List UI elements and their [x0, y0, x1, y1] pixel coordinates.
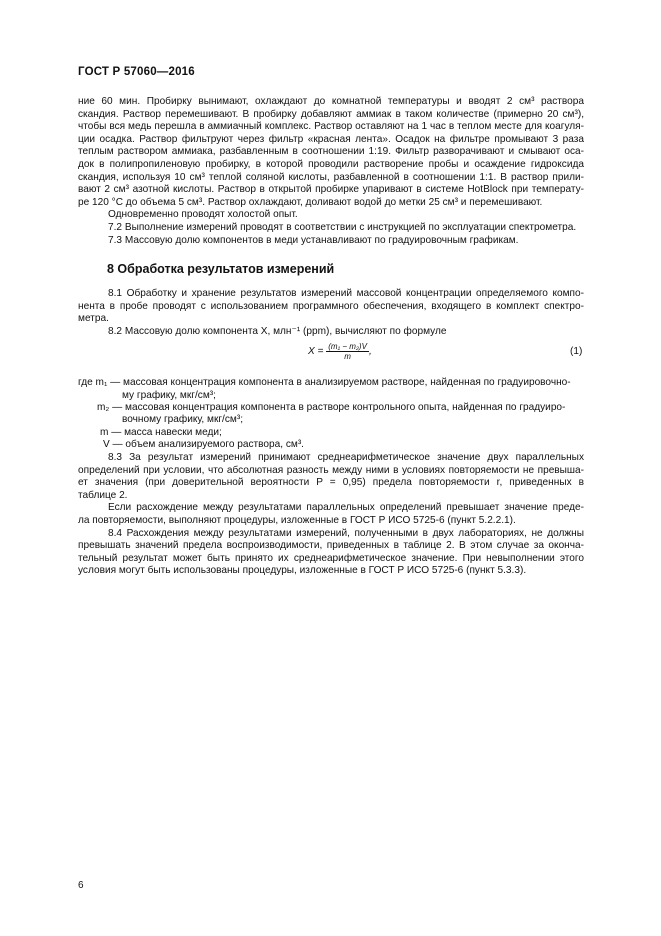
paragraph-7-2: 7.2 Выполнение измерений проводят в соответствии с инструкцией по эксплуатации спектрометра.	[108, 221, 577, 233]
text-line: ние 60 мин. Пробирку вынимают, охлаждают до комнатной температуры и вводят 2 см³ раствора	[78, 96, 584, 107]
text-line: определений при условии, что абсолютная разность между ними в условиях повторяемости не превыша-	[78, 464, 584, 476]
text-line: 8.4 Расхождения между результатами измерений, полученными в двух лабораториях, не должны	[108, 527, 584, 539]
text-line: нента в пробе проводят с использованием программного обеспечения, входящего в комплект спектро-	[78, 300, 584, 312]
paragraph-8-3	[78, 452, 584, 578]
text-line: ла повторяемости, выполняют процедуры, изложенные в ГОСТ Р ИСО 5725-6 (пункт 5.2.2.1).	[78, 514, 516, 526]
text-line: таблице 2.	[78, 489, 128, 501]
formula-number: (1)	[570, 346, 583, 357]
where-m2-line1: m₂ — массовая концентрация компонента в растворе контрольного опыта, найденная по градуиро-	[97, 402, 566, 413]
text-line: метра.	[78, 313, 109, 325]
text-line: Если расхождение между результатами параллельных определений превышает значение преде-	[108, 502, 584, 514]
where-m: m — масса навески меди;	[100, 427, 222, 438]
section-8-title: 8 Обработка результатов измерений	[107, 262, 335, 276]
document-header: ГОСТ Р 57060—2016	[78, 66, 195, 78]
paragraph-7-3: 7.3 Массовую долю компонентов в меди устанавливают по градуировочным графикам.	[108, 234, 519, 246]
formula-numerator: (m₁ − m₂)V	[328, 342, 367, 351]
where-m1-line2: му графику, мкг/см³;	[122, 390, 216, 401]
blank-test-line: Одновременно проводят холостой опыт.	[108, 209, 298, 221]
text-line: скандия, используя 10 см³ теплой соляной кислоты, разбавленной в соотношении 1:1. В раствор прили-	[78, 171, 584, 183]
where-m1-line1: где m₁ — массовая концентрация компонента в анализируемом растворе, найденная по градуировочно-	[78, 377, 571, 388]
text-line: скандия. Раствор перемешивают. В пробирку добавляют аммиак в таком количестве (примерно 20 см³),	[78, 108, 584, 120]
where-v: V — объем анализируемого раствора, см³.	[103, 439, 304, 450]
text-line: превышать значений предела воспроизводимости, приведенных в таблице 2. В этом случае за оконча-	[78, 540, 584, 552]
where-m2-line2: вочному графику, мкг/см³;	[122, 414, 244, 425]
text-line: ет значения (при доверительной вероятности P = 0,95) предела повторяемости r, приведенных в	[78, 477, 584, 489]
text-line: теплым раствором аммиака, разбавленным в соотношении 1:19. Фильтр разворачивают и смывают оса-	[78, 146, 584, 158]
formula-lhs: X =	[308, 346, 324, 358]
paragraph-7-1-continued	[78, 96, 584, 247]
text-line: тельный результат может быть принято их среднеарифметическое значение. При невыполнении этого	[78, 552, 584, 564]
text-line: ре 120 °С до объема 5 см³. Раствор охлаждают, доливают водой до метки 25 см³ и перемешивают.	[78, 196, 543, 208]
text-line: вают 2 см³ азотной кислоты. Раствор в открытой пробирке упаривают в системе HotBlock при температу-	[78, 184, 584, 196]
paragraph-8-1	[78, 288, 584, 338]
text-line: условия могут быть использованы процедуры, изложенные в ГОСТ Р ИСО 5725-6 (пункт 5.3.3).	[78, 565, 527, 577]
page-number: 6	[78, 880, 84, 891]
text-line: ции осадка. Раствор фильтруют через фильтр «красная лента». Осадок на фильтре промывают 3 раза	[78, 133, 584, 145]
text-line: 8.3 За результат измерений принимают среднеарифметическое значение двух параллельных	[108, 452, 584, 463]
text-line: чтобы вся медь перешла в аммиачный комплекс. Раствор оставляют на 1 час в теплом месте для коагуля-	[78, 121, 584, 133]
formula-1	[308, 342, 372, 361]
text-line: док в полипропиленовую пробирку, в которой проводили растворение пробы и осаждение гидроксида	[78, 158, 584, 170]
formula-tail: ,	[368, 346, 372, 358]
paragraph-8-2: 8.2 Массовую долю компонента X, млн⁻¹ (ppm), вычисляют по формуле	[108, 325, 447, 337]
formula-denominator: m	[344, 352, 351, 361]
formula-fraction	[326, 342, 369, 361]
text-line: 8.1 Обработку и хранение результатов измерений массовой концентрации определяемого компо-	[108, 288, 584, 299]
